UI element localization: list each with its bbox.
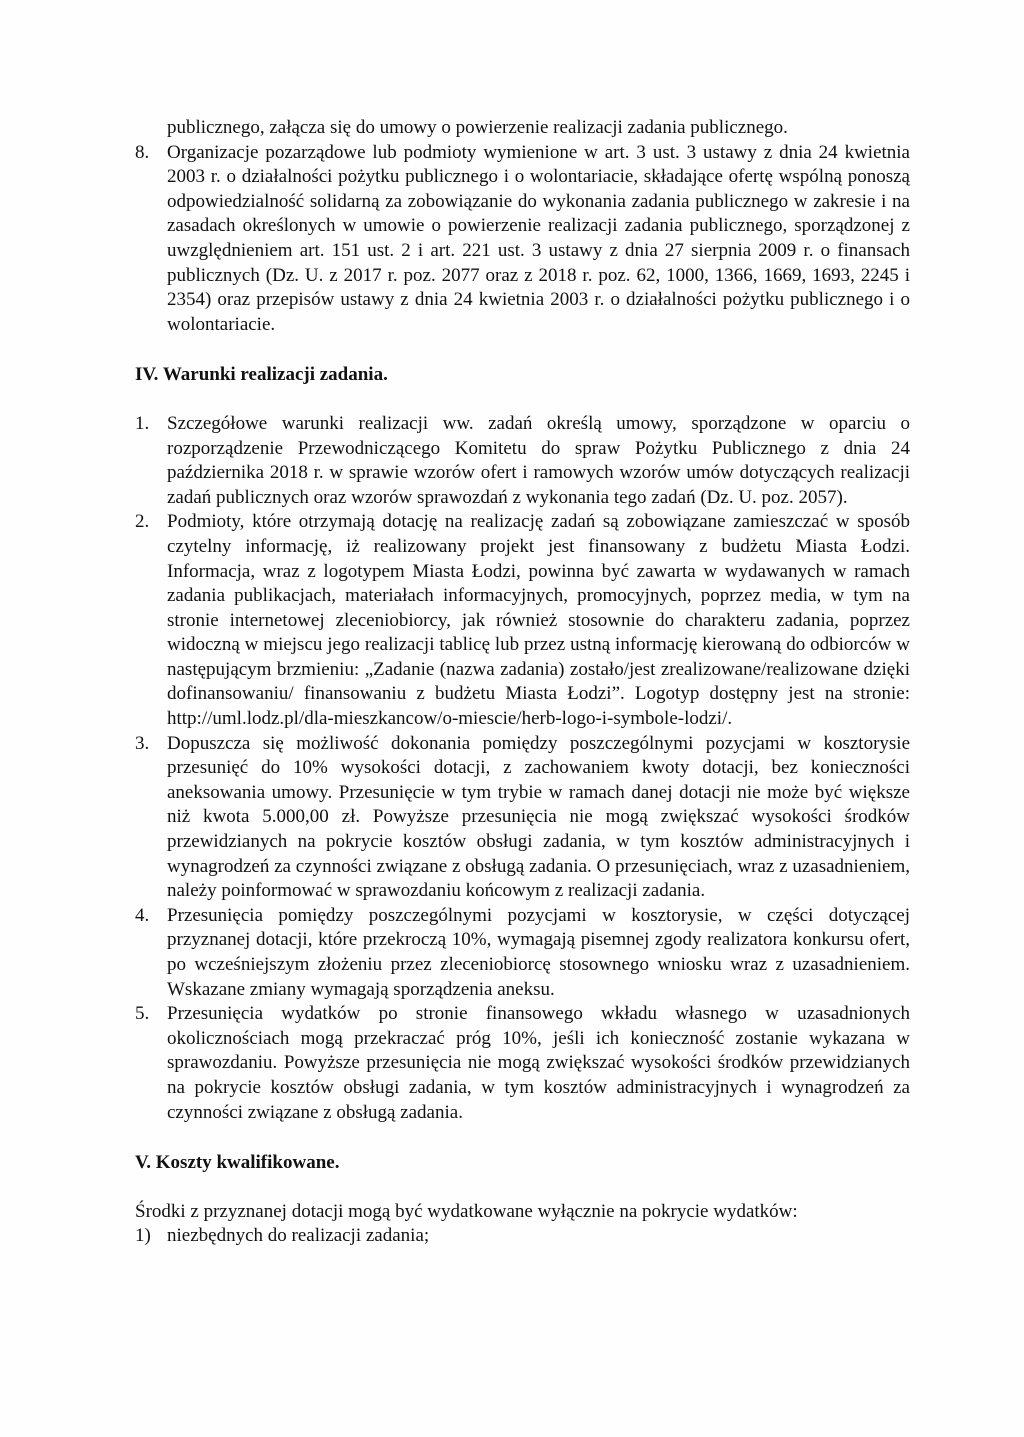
list-item-number: 4. <box>135 904 150 926</box>
list-item-number: 5. <box>135 1003 150 1025</box>
list-item-text: Organizacje pozarządowe lub podmioty wymienione w art. 3 ust. 3 ustawy z dnia 24 kwietnia 2003 r. o działalności pożytku publicznego i o wolontariacie, składające ofertę wspólną ponoszą odpowiedzialność solidarną za zobowiązanie do wykonania zadania publicznego w zakresie i na zasadach określonych w umowie o powierzenie realizacji zadania publicznego, sporządzonej z uwzględnieniem art. 151 ust. 2 i art. 221 ust. 3 ustawy z dnia 27 sierpnia 2009 r. o finansach publicznych (Dz. U. z 2017 r. poz. 2077 oraz z 2018 r. poz. 62, 1000, 1366, 1669, 1693, 2245 i 2354) oraz przepisów ustawy z dnia 24 kwietnia 2003 r. o działalności pożytku publicznego i o wolontariacie. <box>167 141 910 335</box>
list-item <box>135 510 910 731</box>
section-v-heading: V. Koszty kwalifikowane. <box>135 1152 340 1174</box>
list-item <box>135 1002 910 1125</box>
list-item-number: 3. <box>135 732 150 754</box>
list-item-8 <box>135 141 910 338</box>
list-item-text: Przesunięcia wydatków po stronie finansowego wkładu własnego w uzasadnionych okolicznościach mogą przekraczać próg 10%, jeśli ich konieczność zostanie wykazana w sprawozdaniu. Powyższe przesunięcia nie mogą zwiększać wysokości środków przewidzianych na pokrycie kosztów obsługi zadania, w tym kosztów administracyjnych i wynagrodzeń za czynności związane z obsługą zadania. <box>167 1003 910 1123</box>
list-item-text: Przesunięcia pomiędzy poszczególnymi pozycjami w kosztorysie, w części dotyczącej przyznanej dotacji, które przekroczą 10%, wymagają pisemnej zgody realizatora konkursu ofert, po wcześniejszym złożeniu przez zleceniobiorcę stosownego wniosku wraz z uzasadnieniem. Wskazane zmiany wymagają sporządzenia aneksu. <box>167 904 910 1000</box>
document-body <box>135 116 910 1249</box>
list-item-number: 2. <box>135 511 150 533</box>
list-item-number: 8. <box>135 141 150 163</box>
list-item-number: 1. <box>135 412 150 434</box>
list-item-text: Dopuszcza się możliwość dokonania pomiędzy poszczególnymi pozycjami w kosztorysie przesunięć do 10% wysokości dotacji, z zachowaniem kwoty dotacji, bez konieczności aneksowania umowy. Przesunięcie w tym trybie w ramach danej dotacji nie może być większe niż kwota 5.000,00 zł. Powyższe przesunięcia nie mogą zwiększać wysokości środków przewidzianych na pokrycie kosztów obsługi zadania, w tym kosztów administracyjnych i wynagrodzeń za czynności związane z obsługą zadania. O przesunięciach, wraz z uzasadnieniem, należy poinformować w sprawozdaniu końcowym z realizacji zadania. <box>167 732 910 902</box>
list-item <box>135 732 910 904</box>
list-item <box>135 904 910 1002</box>
section-iv-heading: IV. Warunki realizacji zadania. <box>135 364 388 386</box>
list-item-text: Podmioty, które otrzymają dotację na realizację zadań są zobowiązane zamieszczać w sposób czytelny informację, iż realizowany projekt jest finansowany z budżetu Miasta Łodzi. Informacja, wraz z logotypem Miasta Łodzi, powinna być zawarta w wydawanych w ramach zadania publikacjach, materiałach informacyjnych, promocyjnych, poprzez media, w tym na stronie internetowej zleceniobiorcy, jak również stosownie do charakteru zadania, poprzez widoczną w miejscu jego realizacji tablicę lub przez ustną informację kierowaną do odbiorców w następującym brzmieniu: „Zadanie (nazwa zadania) zostało/jest zrealizowane/realizowane dzięki dofinansowaniu/ finansowaniu z budżetu Miasta Łodzi”. Logotyp dostępny jest na stronie: http://uml.lodz.pl/dla-mieszkancow/o-miescie/herb-logo-i-symbole-lodzi/. <box>167 511 910 730</box>
list-item <box>135 412 910 510</box>
list-item-text: niezbędnych do realizacji zadania; <box>167 1225 430 1247</box>
list-item <box>135 1224 910 1249</box>
list-item-text: Szczegółowe warunki realizacji ww. zadań określą umowy, sporządzone w oparciu o rozporządzenie Przewodniczącego Komitetu do spraw Pożytku Publicznego z dnia 24 października 2018 r. w sprawie wzorów ofert i ramowych wzorów umów dotyczących realizacji zadań publicznych oraz wzorów sprawozdań z wykonania tego zadań (Dz. U. poz. 2057). <box>167 412 910 508</box>
list-item-number: 1) <box>135 1225 151 1247</box>
continuation-paragraph: publicznego, załącza się do umowy o powierzenie realizacji zadania publicznego. <box>167 117 788 138</box>
section-v-intro: Środki z przyznanej dotacji mogą być wydatkowane wyłącznie na pokrycie wydatków: <box>135 1200 798 1222</box>
